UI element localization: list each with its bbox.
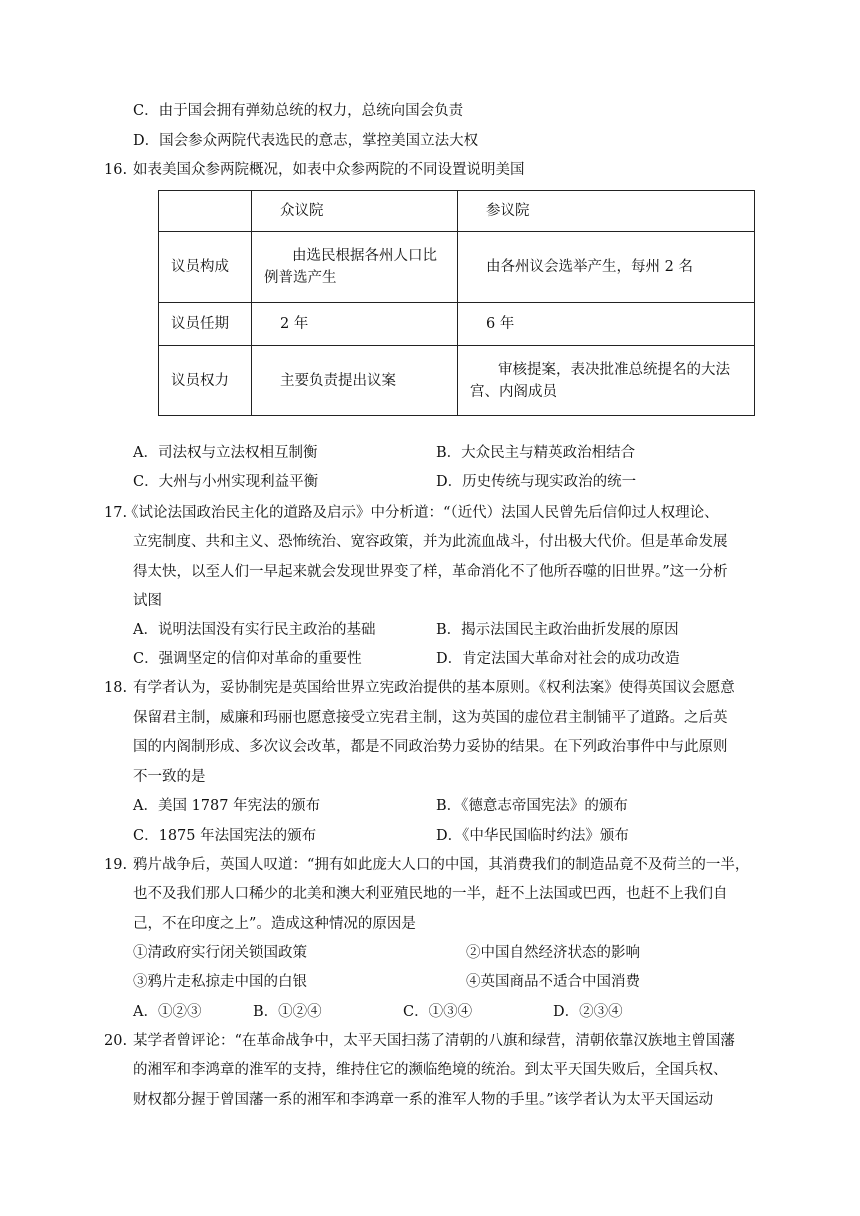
table-row	[159, 232, 755, 303]
q17-stem-line: 得太快，以至人们一早起来就会发现世界变了样，革命消化不了他所吞噬的旧世界。”这一分析	[133, 564, 728, 580]
table-cell-house: 主要负责提出议案	[252, 346, 458, 416]
q18-option-c: C．1875 年法国宪法的颁布	[133, 828, 317, 844]
q18-option-a: A．美国 1787 年宪法的颁布	[133, 798, 321, 814]
table-cell-house: 由选民根据各州人口比例普选产生	[252, 232, 458, 303]
q19-item-2: ②中国自然经济状态的影响	[466, 945, 640, 961]
table-cell-senate: 6 年	[458, 303, 755, 346]
q15-option-c: C．由于国会拥有弹劾总统的权力，总统向国会负责	[133, 103, 464, 119]
q19-item-1: ①清政府实行闭关锁国政策	[133, 945, 307, 961]
q15-option-d: D．国会参众两院代表选民的意志，掌控美国立法大权	[133, 133, 479, 149]
q19-stem-line: 鸦片战争后，英国人叹道：“拥有如此庞大人口的中国，其消费我们的制造品竟不及荷兰的一半，	[133, 857, 750, 873]
q18-option-b: B．《德意志帝国宪法》的颁布	[436, 798, 628, 814]
q19-item-4: ④英国商品不适合中国消费	[466, 974, 640, 990]
table-row-label: 议员构成	[159, 232, 252, 303]
q18-stem-line: 不一致的是	[133, 769, 206, 785]
q17-option-d: D．肯定法国大革命对社会的成功改造	[436, 651, 680, 667]
q17-number: 17.	[104, 505, 128, 521]
q16-option-c: C．大州与小州实现利益平衡	[133, 474, 319, 490]
q17-stem-line: 《试论法国政治民主化的道路及启示》中分析道：“（近代）法国人民曾先后信仰过人权理论、	[124, 505, 719, 521]
q19-number: 19.	[104, 857, 128, 873]
q16-option-a: A．司法权与立法权相互制衡	[133, 445, 318, 461]
q18-option-d: D．《中华民国临时约法》颁布	[436, 828, 629, 844]
table-cell-senate: 审核提案，表决批准总统提名的大法宫、内阁成员	[458, 346, 755, 416]
q20-stem-line: 某学者曾评论：“在革命战争中，太平天国扫荡了清朝的八旗和绿营，清朝依靠汉族地主曾国藩	[133, 1033, 735, 1049]
table-cell-house: 2 年	[252, 303, 458, 346]
q19-option-b: B．①②④	[253, 1004, 322, 1020]
table-header-house: 众议院	[252, 191, 458, 232]
q17-option-c: C．强调坚定的信仰对革命的重要性	[133, 651, 362, 667]
q18-stem-line: 保留君主制，威廉和玛丽也愿意接受立宪君主制，这为英国的虚位君主制铺平了道路。之后英	[133, 710, 728, 726]
q16-stem: 如表美国众参两院概况，如表中众参两院的不同设置说明美国	[133, 162, 525, 178]
q17-stem-line: 试图	[133, 593, 162, 609]
q19-item-3: ③鸦片走私掠走中国的白银	[133, 974, 307, 990]
q17-option-a: A．说明法国没有实行民主政治的基础	[133, 622, 376, 638]
table-row-label: 议员权力	[159, 346, 252, 416]
table-row	[159, 303, 755, 346]
q19-option-c: C．①③④	[403, 1004, 473, 1020]
q19-option-a: A．①②③	[133, 1004, 202, 1020]
q19-option-d: D．②③④	[553, 1004, 623, 1020]
table-row-label: 议员任期	[159, 303, 252, 346]
q16-table	[158, 190, 755, 416]
q17-option-b: B．揭示法国民主政治曲折发展的原因	[436, 622, 679, 638]
q20-stem-line: 财权都分握于曾国藩一系的湘军和李鸿章一系的淮军人物的手里。”该学者认为太平天国运动	[133, 1092, 714, 1108]
table-header-empty	[159, 191, 252, 232]
q16-number: 16.	[104, 162, 128, 178]
q16-option-d: D．历史传统与现实政治的统一	[436, 474, 637, 490]
q17-stem-line: 立宪制度、共和主义、恐怖统治、宽容政策，并为此流血战斗，付出极大代价。但是革命发展	[133, 534, 728, 550]
q16-option-b: B．大众民主与精英政治相结合	[436, 445, 636, 461]
q18-number: 18.	[104, 680, 128, 696]
q20-number: 20.	[104, 1033, 128, 1049]
table-header-senate: 参议院	[458, 191, 755, 232]
q20-stem-line: 的湘军和李鸿章的淮军的支持，维持住它的濒临绝境的统治。到太平天国失败后，全国兵权、	[133, 1062, 728, 1078]
table-header-row	[159, 191, 755, 232]
q19-stem-line: 己，不在印度之上”。造成这种情况的原因是	[133, 916, 416, 932]
q18-stem-line: 有学者认为，妥协制宪是英国给世界立宪政治提供的基本原则。《权利法案》使得英国议会愿意	[133, 680, 735, 696]
q18-stem-line: 国的内阁制形成、多次议会改革，都是不同政治势力妥协的结果。在下列政治事件中与此原则	[133, 739, 728, 755]
table-row	[159, 346, 755, 416]
table-cell-senate: 由各州议会选举产生，每州 2 名	[458, 232, 755, 303]
q19-stem-line: 也不及我们那人口稀少的北美和澳大利亚殖民地的一半，赶不上法国或巴西，也赶不上我们自	[133, 886, 728, 902]
